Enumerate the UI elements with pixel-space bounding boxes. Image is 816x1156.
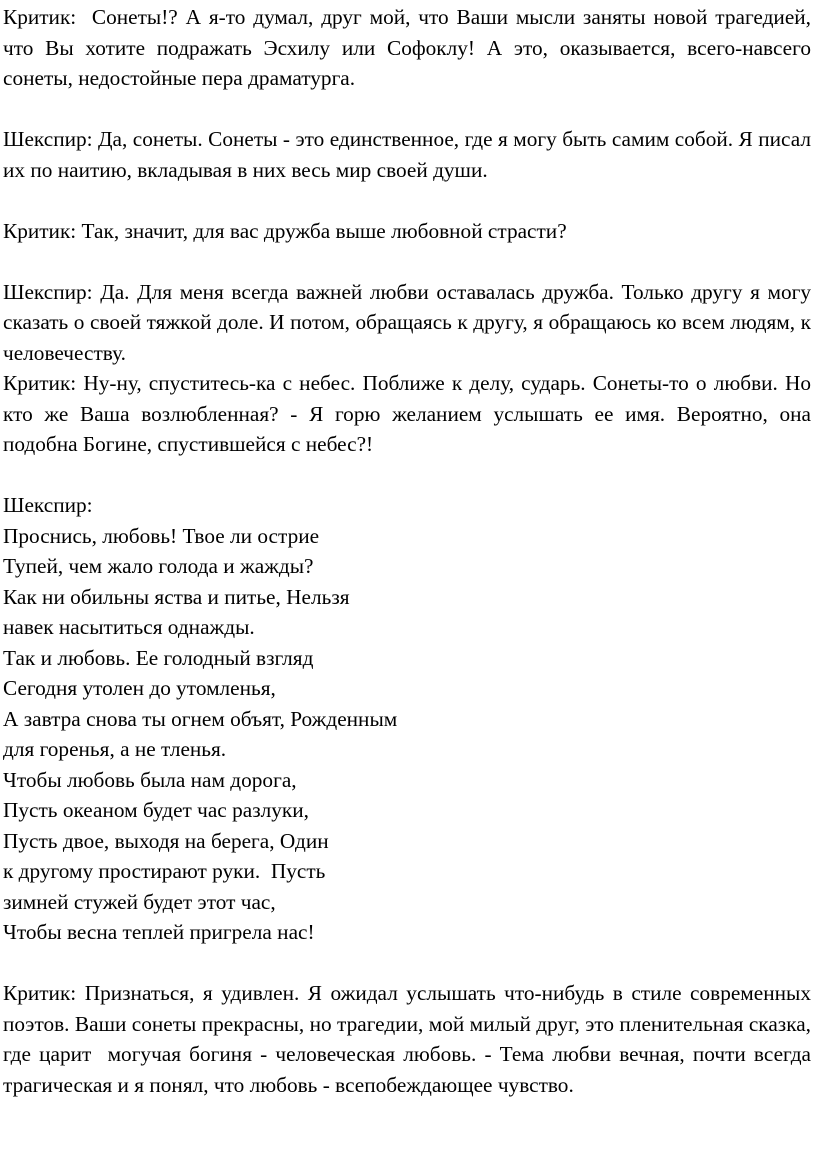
sonnet-line-10: Пусть океаном будет час разлуки,: [3, 798, 309, 822]
sonnet-line-13: зимней стужей будет этот час,: [3, 889, 276, 914]
paragraph-critic-1: Критик: Сонеты!? А я-то думал, друг мой, что Ваши мысли заняты новой трагедией, что Вы хотите подражать Эсхилу или Софоклу! А это, оказывается, всего-навсего сонеты, недостойные пера драматурга.: [3, 5, 811, 90]
sonnet-line-1: Проснись, любовь! Твое ли острие: [3, 523, 320, 548]
paragraph-critic-2: Критик: Так, значит, для вас дружба выше любовной страсти?: [3, 218, 567, 243]
paragraph-critic-3: Критик: Ну-ну, спуститесь-ка с небес. Поближе к делу, сударь. Сонеты-то о любви. Но кто же Ваша возлюбленная? - Я горю желанием услышать ее имя. Вероятно, она подобна Богине, спустившейся с небес?!: [3, 371, 811, 456]
sonnet-line-12: к другому простирают руки. Пусть: [3, 859, 326, 883]
sonnet-block: [3, 490, 811, 948]
sonnet-line-4: навек насытиться однажды.: [3, 615, 255, 639]
sonnet-line-9: Чтобы любовь была нам дорога,: [3, 767, 297, 792]
sonnet-line-5: Так и любовь. Ее голодный взгляд: [3, 645, 314, 670]
sonnet-speaker: Шекспир:: [3, 493, 93, 517]
sonnet-line-3: Как ни обильны яства и питье, Нельзя: [3, 584, 350, 609]
paragraph-shakespeare-1: Шекспир: Да, сонеты. Сонеты - это единственное, где я могу быть самим собой. Я писал их по наитию, вкладывая в них весь мир своей души.: [3, 127, 811, 182]
sonnet-line-7: А завтра снова ты огнем объят, Рожденным: [3, 706, 398, 731]
sonnet-line-2: Тупей, чем жало голода и жажды?: [3, 554, 314, 578]
paragraph-shakespeare-2: Шекспир: Да. Для меня всегда важней любви оставалась дружба. Только другу я могу сказать о своей тяжкой доле. И потом, обращаясь к другу, я обращаюсь ко всем людям, к человечеству.: [3, 279, 811, 365]
sonnet-line-14: Чтобы весна теплей пригрела нас!: [3, 920, 315, 944]
sonnet-line-8: для горенья, а не тленья.: [3, 737, 227, 761]
paragraph-critic-4-closing: Критик: Признаться, я удивлен. Я ожидал услышать что-нибудь в стиле современных поэтов. Ваши сонеты прекрасны, но трагедии, мой милый друг, это пленительная сказка, где царит могучая богиня - человеческая любовь. - Тема любви вечная, почти всегда трагическая и я понял, что любовь - всепобеждающее чувство.: [3, 981, 811, 1097]
sonnet-line-11: Пусть двое, выходя на берега, Один: [3, 828, 329, 853]
sonnet-line-6: Сегодня утолен до утомленья,: [3, 676, 276, 700]
